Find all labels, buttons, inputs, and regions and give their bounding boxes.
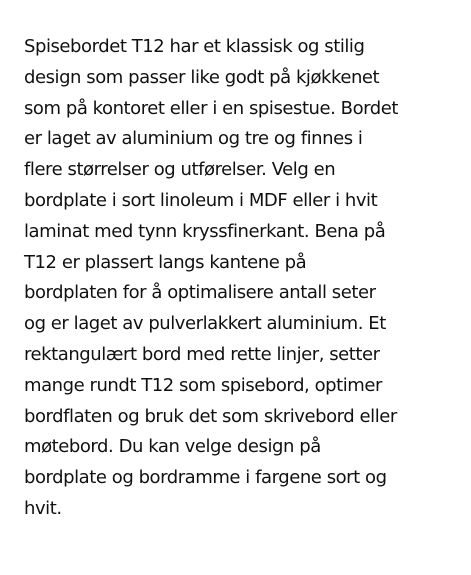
product-description-text: Spisebordet T12 har et klassisk og stilig design som passer like godt på kjøkkenet som på kontoret eller i en spisestue. Bordet er laget av aluminium og tre og finnes i flere størrelser og utførelser. Velg en bordplate i sort linoleum i MDF eller i hvit laminat med tynn kryssfinerkant. Bena på T12 er plassert langs kantene på bordplaten for å optimalisere antall seter og er laget av pulverlakkert aluminium. Et rektangulært bord med rette linjer, setter mange rundt T12 som spisebord, optimer bordflaten og bruk det som skrivebord eller møtebord. Du kan velge design på bordplate og bordramme i fargene sort og hvit. — [24, 36, 398, 519]
product-description-section — [24, 32, 456, 525]
